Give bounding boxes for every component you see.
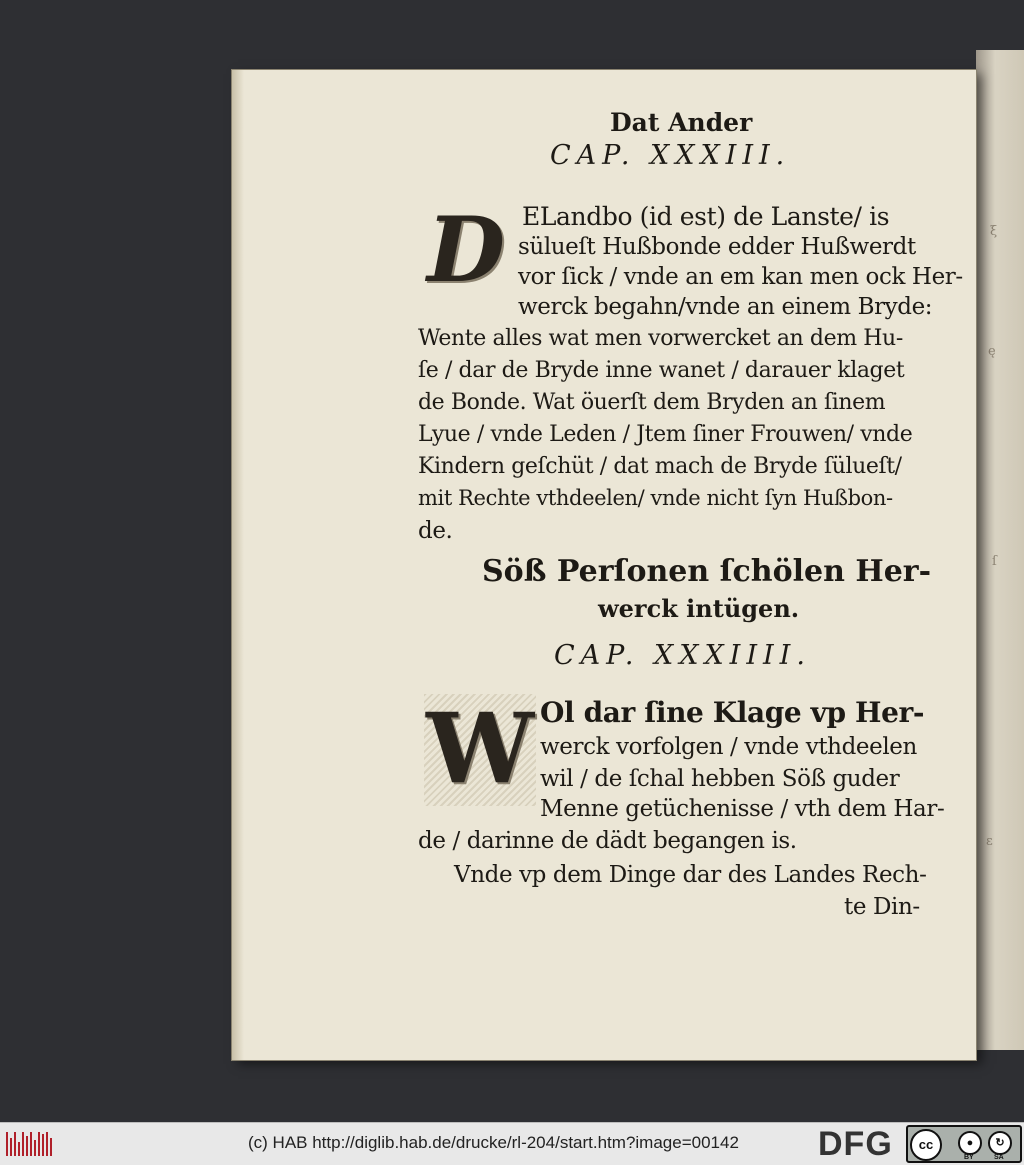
text-line: Lyue / vnde Leden / Jtem ſiner Frouwen/ vnde: [418, 422, 913, 447]
text-line: ELandbo (id est) de Lanste/ is: [522, 202, 890, 231]
text-line: de / darinne de dädt begangen is.: [418, 828, 797, 854]
text-line: Wente alles wat men vorwercket an dem Hu-: [418, 326, 903, 351]
dfg-logo[interactable]: DFG: [818, 1125, 893, 1163]
facing-page-edge: ξ ę ſ ɛ: [976, 50, 1024, 1050]
text-line: Kindern geſchüt / dat mach de Bryde ſülueſt/: [418, 454, 902, 479]
cc-license-badge[interactable]: [906, 1125, 1022, 1163]
text-line: Menne getüchenisse / vth dem Har-: [540, 796, 945, 822]
text-line: werck vorfolgen / vnde vthdeelen: [540, 734, 917, 760]
chapter-heading-2: CAP. XXXIIII.: [554, 640, 811, 671]
text-line: Ol dar ſine Klage vp Her-: [540, 696, 925, 729]
copyright-link[interactable]: (c) HAB http://diglib.hab.de/drucke/rl-204/start.htm?image=00142: [248, 1133, 739, 1152]
hab-logo-icon[interactable]: [6, 1132, 52, 1156]
chapter-heading-1: CAP. XXXIII.: [550, 140, 791, 171]
text-line: wil / de ſchal hebben Söß guder: [540, 766, 900, 792]
attribution-icon: ●: [958, 1131, 982, 1155]
book-page: [232, 70, 976, 1060]
subheading-line-2: werck intügen.: [598, 594, 800, 623]
share-alike-icon: ↻: [988, 1131, 1012, 1155]
text-line: de.: [418, 518, 453, 544]
running-head: Dat Ander: [610, 108, 753, 137]
text-line: Vnde vp dem Dinge dar des Landes Rech-: [454, 862, 927, 888]
subheading-line-1: Söß Perſonen ſchölen Her-: [482, 554, 932, 589]
text-line: vor ſick / vnde an em kan men ock Her-: [518, 264, 963, 290]
decorated-initial-d: D: [426, 197, 506, 303]
cc-by-label: BY: [964, 1154, 974, 1161]
text-line: werck begahn/vnde an einem Bryde:: [518, 294, 933, 320]
decorated-initial-w: W: [424, 694, 536, 806]
catchword: te Din-: [844, 894, 920, 920]
text-line: ſe / dar de Bryde inne wanet / darauer klaget: [418, 358, 905, 383]
cc-icon: cc: [910, 1129, 942, 1161]
text-line: sülueſt Hußbonde edder Hußwerdt: [518, 234, 916, 260]
text-line: mit Rechte vthdeelen/ vnde nicht ſyn Hußbon-: [418, 486, 893, 510]
cc-sa-label: SA: [994, 1154, 1004, 1161]
text-line: de Bonde. Wat öuerſt dem Bryden an ſinem: [418, 390, 886, 415]
footer-bar: [0, 1122, 1024, 1165]
